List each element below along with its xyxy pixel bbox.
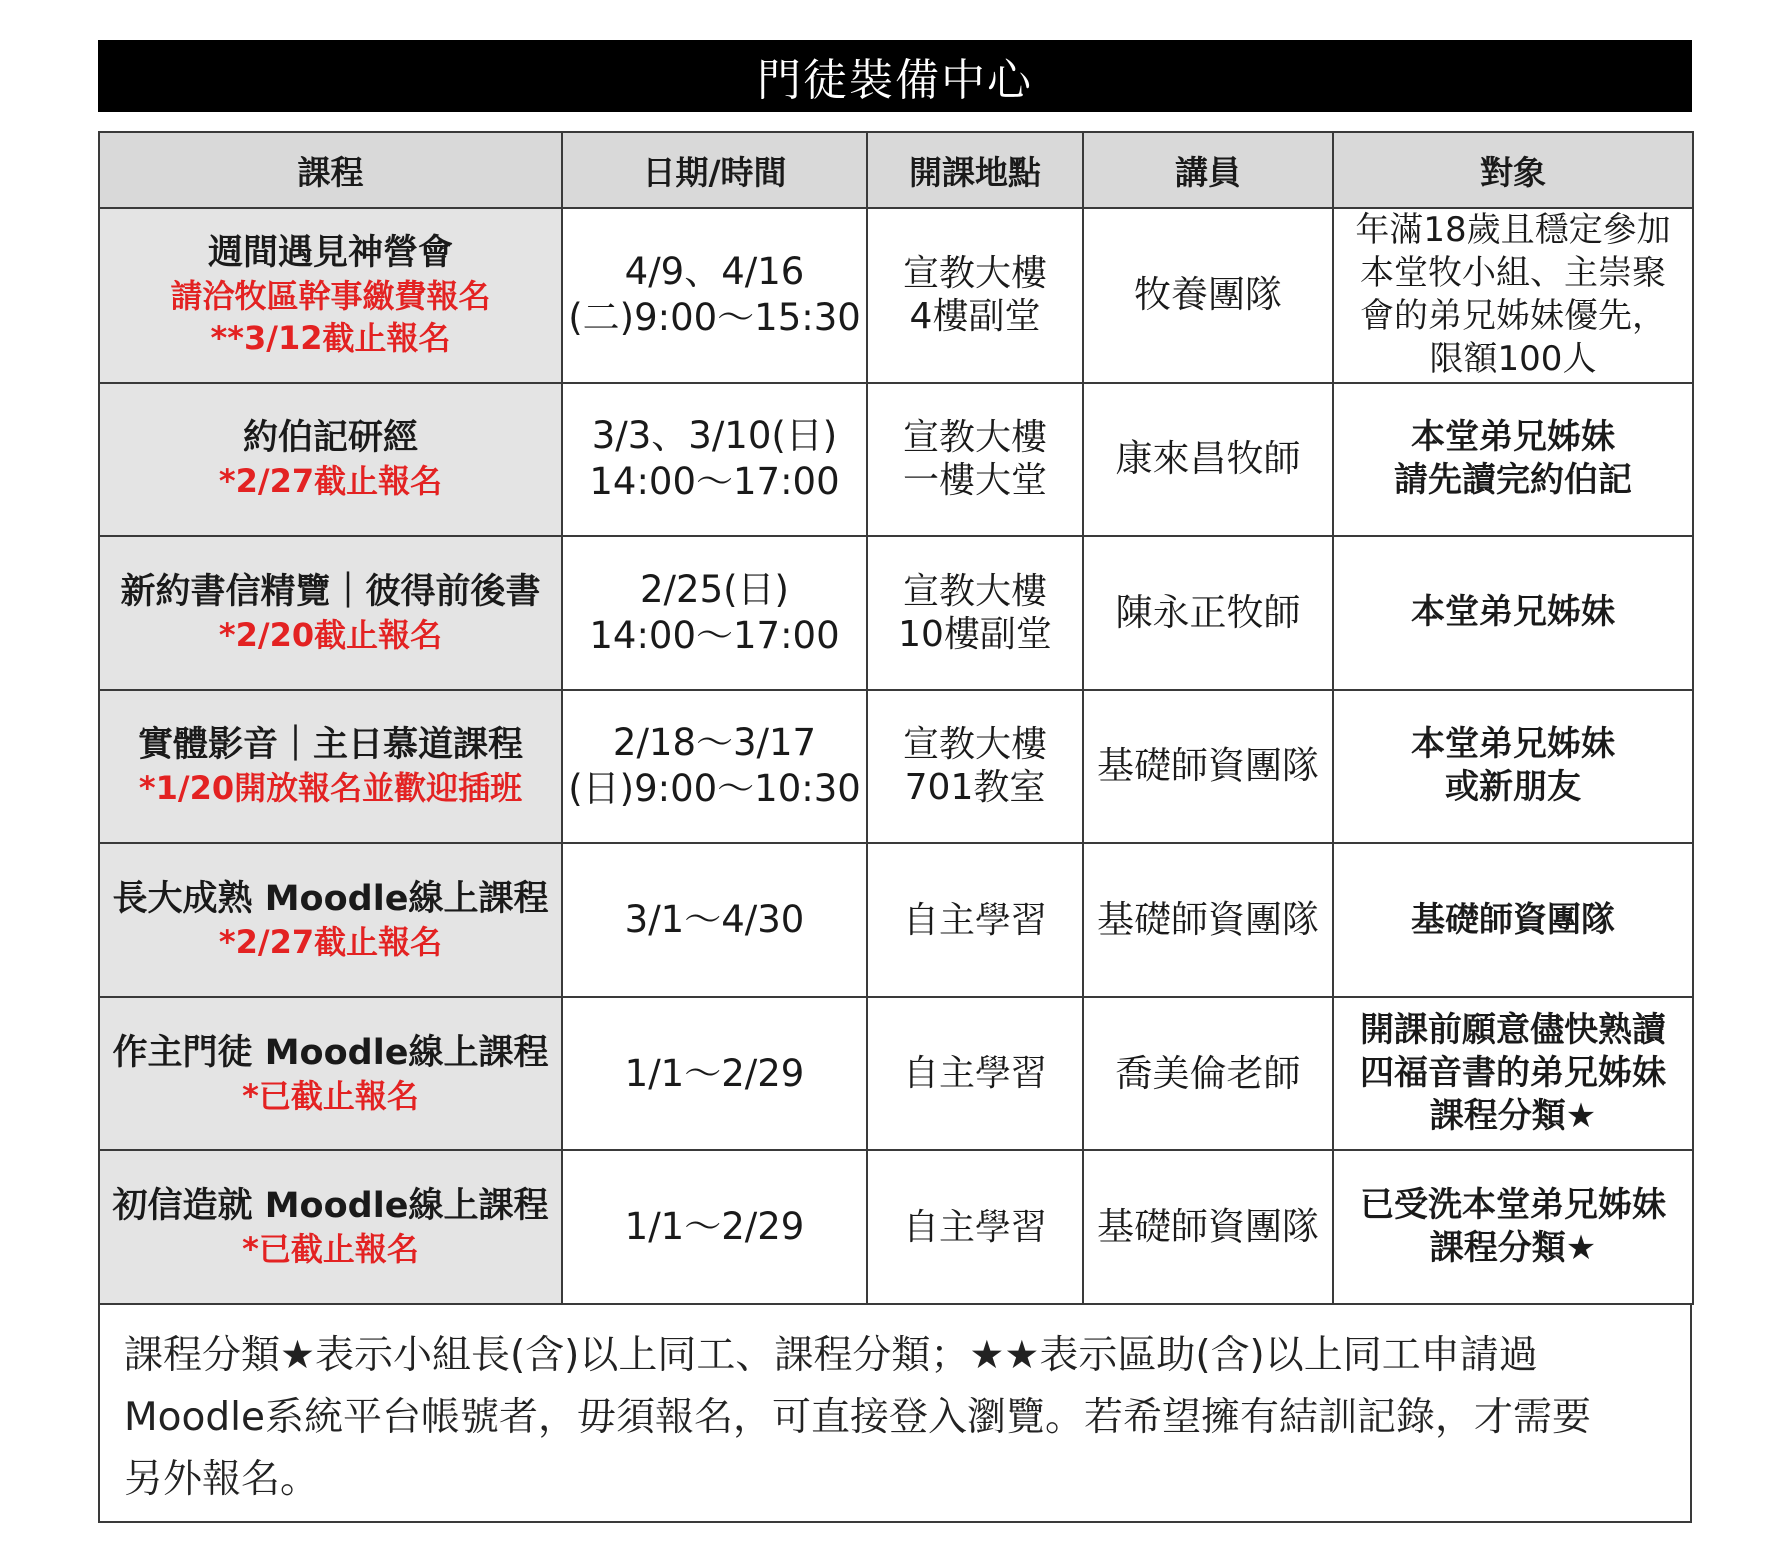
footnote-line: 另外報名。 <box>124 1457 320 1502</box>
date-cell <box>562 690 867 844</box>
audience-line: 課程分類★ <box>1429 1096 1597 1137</box>
course-schedule-table <box>98 131 1694 1305</box>
lecturer-name: 喬美倫老師 <box>1115 1051 1301 1095</box>
course-cell <box>99 536 562 690</box>
location-line: 自主學習 <box>902 899 1047 941</box>
lecturer-name: 基礎師資團隊 <box>1097 1205 1319 1249</box>
date-time-line: 14:00～17:00 <box>589 613 840 657</box>
footnote-line: Moodle系統平台帳號者，毋須報名，可直接登入瀏覽。若希望擁有結訓記錄，才需要 <box>124 1395 1591 1440</box>
date-cell <box>562 997 867 1151</box>
date-time-line: 1/1～2/29 <box>624 1205 805 1249</box>
course-cell <box>99 383 562 537</box>
audience-line: 本堂弟兄姊妹 <box>1411 592 1615 633</box>
date-cell <box>562 843 867 997</box>
header-lecturer: 講員 <box>1083 132 1333 208</box>
header-location: 開課地點 <box>867 132 1083 208</box>
date-time-line: 14:00～17:00 <box>589 460 840 504</box>
date-cell <box>562 1150 867 1304</box>
lecturer-cell <box>1083 843 1333 997</box>
header-course: 課程 <box>99 132 562 208</box>
audience-line: 四福音書的弟兄姊妹 <box>1360 1053 1666 1094</box>
course-name: 長大成熟 Moodle線上課程 <box>112 879 549 920</box>
date-time-line: 3/1～4/30 <box>624 898 805 942</box>
course-cell <box>99 690 562 844</box>
registration-note: *已截止報名 <box>242 1076 419 1115</box>
course-cell <box>99 997 562 1151</box>
location-cell <box>867 690 1083 844</box>
table-row <box>99 690 1693 844</box>
table-row <box>99 383 1693 537</box>
course-name: 週間遇見神營會 <box>207 233 453 274</box>
date-time-line: 2/18～3/17 <box>612 721 817 765</box>
course-name: 作主門徒 Moodle線上課程 <box>112 1032 549 1073</box>
lecturer-cell <box>1083 997 1333 1151</box>
date-cell <box>562 383 867 537</box>
course-cell <box>99 1150 562 1304</box>
date-cell <box>562 208 867 383</box>
date-cell <box>562 536 867 690</box>
audience-cell <box>1333 208 1693 383</box>
location-line: 10樓副堂 <box>898 613 1052 655</box>
registration-note: *2/27截止報名 <box>218 462 443 501</box>
audience-line: 限額100人 <box>1429 339 1597 380</box>
footnote-line: 課程分類★表示小組長(含)以上同工、課程分類；★★表示區助(含)以上同工申請過 <box>124 1333 1538 1378</box>
audience-cell <box>1333 383 1693 537</box>
audience-line: 或新朋友 <box>1445 767 1581 808</box>
date-time-line: (日)9:00～10:30 <box>568 767 861 811</box>
location-line: 宣教大樓 <box>902 724 1047 766</box>
lecturer-name: 基礎師資團隊 <box>1097 898 1319 942</box>
location-line: 宣教大樓 <box>902 253 1047 295</box>
location-cell <box>867 536 1083 690</box>
date-time-line: 2/25(日) <box>640 567 789 611</box>
registration-note: **3/12截止報名 <box>210 319 451 358</box>
location-cell <box>867 843 1083 997</box>
date-time-line: 3/3、3/10(日) <box>591 414 838 458</box>
audience-line: 本堂牧小組、主崇聚 <box>1360 253 1666 294</box>
audience-line: 基礎師資團隊 <box>1411 899 1615 940</box>
course-name: 實體影音｜主日慕道課程 <box>137 725 523 766</box>
course-name: 初信造就 Moodle線上課程 <box>112 1186 549 1227</box>
date-time-line: 4/9、4/16 <box>624 250 805 294</box>
audience-cell <box>1333 843 1693 997</box>
course-cell <box>99 208 562 383</box>
course-name: 新約書信精覽｜彼得前後書 <box>120 571 541 612</box>
location-cell <box>867 1150 1083 1304</box>
audience-line: 會的弟兄姊妹優先， <box>1360 296 1666 337</box>
location-cell <box>867 997 1083 1151</box>
registration-note: *2/27截止報名 <box>218 923 443 962</box>
audience-cell <box>1333 997 1693 1151</box>
lecturer-cell <box>1083 1150 1333 1304</box>
table-row <box>99 536 1693 690</box>
audience-line: 請先讀完約伯記 <box>1394 460 1632 501</box>
audience-line: 開課前願意儘快熟讀 <box>1360 1010 1666 1051</box>
header-row <box>99 132 1693 208</box>
header-audience: 對象 <box>1333 132 1693 208</box>
registration-note: *2/20截止報名 <box>218 615 443 654</box>
location-line: 自主學習 <box>902 1053 1047 1095</box>
registration-note: *1/20開放報名並歡迎插班 <box>138 769 523 808</box>
audience-cell <box>1333 536 1693 690</box>
location-line: 4樓副堂 <box>909 296 1041 338</box>
registration-note: *已截止報名 <box>242 1230 419 1269</box>
registration-note: 請洽牧區幹事繳費報名 <box>170 277 491 316</box>
location-line: 宣教大樓 <box>902 570 1047 612</box>
lecturer-name: 牧養團隊 <box>1134 273 1282 317</box>
location-line: 宣教大樓 <box>902 417 1047 459</box>
lecturer-name: 陳永正牧師 <box>1115 590 1301 634</box>
location-line: 701教室 <box>904 767 1046 809</box>
page-title: 門徒裝備中心 <box>98 40 1692 112</box>
audience-cell <box>1333 1150 1693 1304</box>
lecturer-cell <box>1083 536 1333 690</box>
lecturer-cell <box>1083 383 1333 537</box>
audience-line: 年滿18歲且穩定參加 <box>1355 210 1671 251</box>
table-row <box>99 208 1693 383</box>
location-cell <box>867 208 1083 383</box>
audience-line: 課程分類★ <box>1429 1228 1597 1269</box>
date-time-line: 1/1～2/29 <box>624 1051 805 1095</box>
audience-line: 本堂弟兄姊妹 <box>1411 724 1615 765</box>
footnote <box>98 1305 1692 1523</box>
location-line: 一樓大堂 <box>902 460 1047 502</box>
audience-line: 本堂弟兄姊妹 <box>1411 417 1615 458</box>
table-row <box>99 843 1693 997</box>
table-row <box>99 1150 1693 1304</box>
lecturer-cell <box>1083 690 1333 844</box>
table-row <box>99 997 1693 1151</box>
location-line: 自主學習 <box>902 1206 1047 1248</box>
lecturer-name: 基礎師資團隊 <box>1097 744 1319 788</box>
audience-cell <box>1333 690 1693 844</box>
location-cell <box>867 383 1083 537</box>
audience-line: 已受洗本堂弟兄姊妹 <box>1360 1185 1666 1226</box>
lecturer-cell <box>1083 208 1333 383</box>
lecturer-name: 康來昌牧師 <box>1115 437 1301 481</box>
course-cell <box>99 843 562 997</box>
date-time-line: (二)9:00～15:30 <box>568 296 861 340</box>
course-name: 約伯記研經 <box>242 418 418 459</box>
header-date-time: 日期/時間 <box>562 132 867 208</box>
